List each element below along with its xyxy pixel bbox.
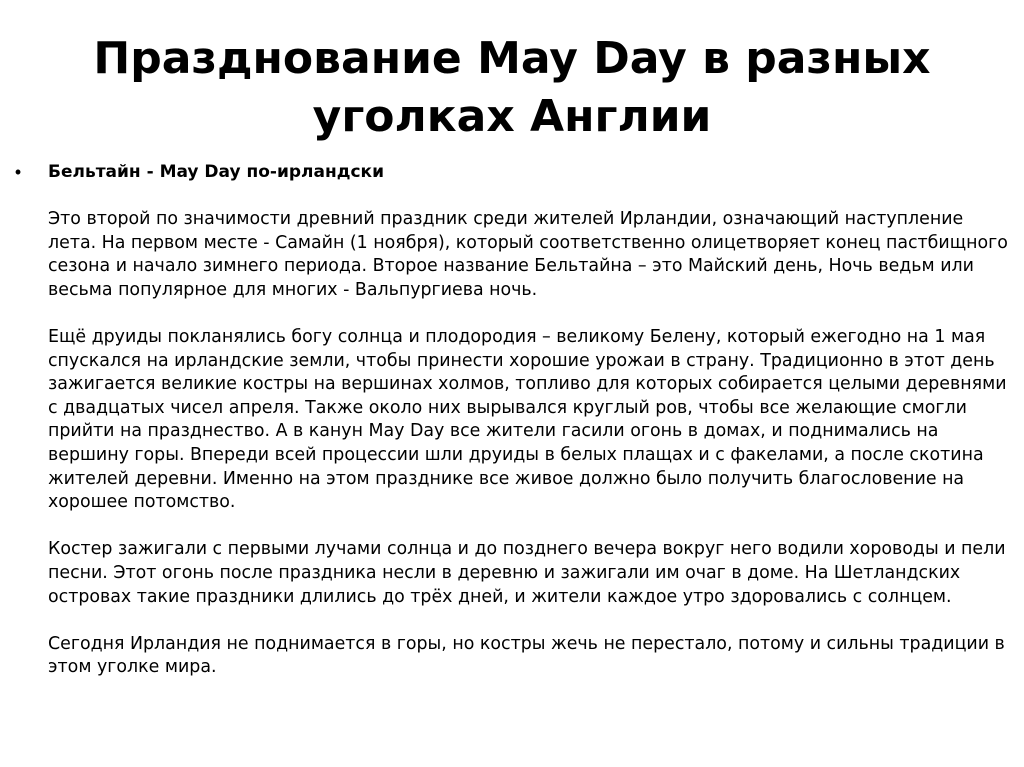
- paragraph-4: Сегодня Ирландия не поднимается в горы, но костры жечь не перестало, потому и сильны традиции в этом уголке мира.: [48, 633, 1005, 678]
- slide-title-line-2: уголках Англии: [312, 91, 712, 142]
- slide-title-line-1: Празднование May Day в разных: [93, 33, 931, 84]
- paragraph-3: Костер зажигали с первыми лучами солнца и до позднего вечера вокруг него водили хороводы и пели песни. Этот огонь после праздника несли в деревню и зажигали им очаг в доме. На Шетландских островах такие праздники длились до трёх дней, и жители каждое утро здоровались с солнцем.: [48, 539, 1006, 607]
- paragraph-2: Ещё друиды покланялись богу солнца и плодородия – великому Белену, который ежегодно на 1 мая спускался на ирландские земли, чтобы принести хорошие урожаи в страну. Традиционно в этот день зажигается великие костры на вершинах холмов, топливо для которых собирается целыми деревнями с двадцатых чисел апреля. Также около них вырывался круглый ров, чтобы все желающие смогли прийти на празднество. А в канун May Day все жители гасили огонь в домах, и поднимались на вершину горы. Впереди всей процессии шли друиды в белых плащах и с факелами, а после скотина жителей деревни. Именно на этом празднике все живое должно было получить благословение на хорошее потомство.: [48, 326, 1007, 513]
- section-heading: Бельтайн - May Day по-ирландски: [48, 162, 384, 182]
- slide-body: [8, 160, 1008, 680]
- paragraph-1: Это второй по значимости древний праздник среди жителей Ирландии, означающий наступление лета. На первом месте - Самайн (1 ноября), который соответственно олицетворяет конец пастбищного сезона и начало зимнего периода. Второе название Бельтайна – это Майский день, Ночь ведьм или весьма популярное для многих - Вальпургиева ночь.: [48, 209, 1008, 300]
- slide-title: [40, 30, 984, 146]
- bullet-item: [8, 160, 1008, 680]
- bullet-dot-icon: •: [14, 162, 22, 182]
